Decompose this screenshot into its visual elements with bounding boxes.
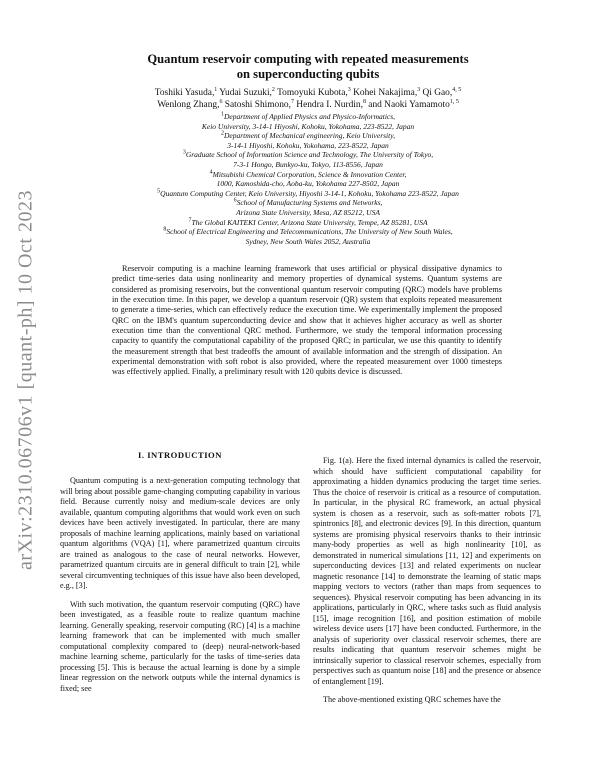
title-line-1: Quantum reservoir computing with repeated measurements (147, 52, 469, 66)
affiliation-line: $^2$Department of Mechanical engineering, Keio University, (220, 130, 395, 141)
arxiv-identifier[interactable]: arXiv:2310.06706v1 [quant-ph] 10 Oct 2023 (14, 190, 37, 570)
affiliation-line: 7-3-1 Hongo, Bunkyo-ku, Tokyo, 113-8556, Japan (233, 159, 383, 169)
author-list (80, 88, 536, 111)
affiliation-line: $^1$Department of Applied Physics and Physico-Informatics, (220, 111, 396, 121)
affiliations (70, 112, 546, 246)
paragraph: With such motivation, the quantum reservoir computing (QRC) have been investigated, as a feasible route to realize quantum machine learning. Generally speaking, reservoir computing (RC) [4] is a machine learning framework that can be implemented with much smaller computational complexity compared to (deep) neural-network-based machine learning scheme, particularly for the tasks of time-series data processing [5]. This is because the actual learning is done by a simple linear regression on the network outputs while the internal dynamics is fixed; see (60, 599, 300, 693)
paper-title (80, 52, 536, 82)
affiliation-line: Sydney, New South Wales 2052, Australia (245, 236, 371, 246)
abstract: Reservoir computing is a machine learning framework that uses artificial or physical dissipative dynamics to predict time-series data using nonlinearity and memory properties of dynamical systems. Quantum systems are considered as promising reservoirs, but the conventional quantum reservoir computing (QRC) models have problems in the execution time. In this paper, we develop a quantum reservoir (QR) system that exploits repeated measurement to generate a time-series, which can effectively reduce the execution time. We experimentally implement the proposed QRC on the IBM's quantum superconducting device and show that it achieves higher accuracy as well as shorter execution time than the conventional QRC method. Furthermore, we study the temporal information processing capacity to quantify the computational capability of the proposed QRC; in particular, we use this quantity to identify the measurement strength that best tradeoffs the amount of available information and the strength of dissipation. An experimental demonstration with soft robot is also provided, where the repeated measurement over 1000 timesteps was effectively applied. Finally, a preliminary result with 120 qubits device is discussed. (112, 264, 502, 377)
author-line-1: Toshiki Yasuda,$^1$ Yudai Suzuki,$^2$ Tomoyuki Kubota,$^3$ Kohei Nakajima,$^3$ Qi Gao,$^{4, 5}$ (154, 86, 462, 98)
left-column (60, 476, 300, 694)
affiliation-line: $^6$School of Manufacturing Systems and Networks, (233, 197, 383, 208)
affiliation-line: $^5$Quantum Computing Center, Keio University, Hiyoshi 3-14-1, Kohoku, Yokohama 223-8522, Japan (157, 188, 459, 198)
affiliation-line: $^8$School of Electrical Engineering and Telecommunications, The University of New South Wales, (163, 226, 453, 237)
paragraph: The above-mentioned existing QRC schemes have the (323, 695, 501, 704)
right-column (313, 456, 541, 706)
paragraph: Fig. 1(a). Here the fixed internal dynamics is called the reservoir, which should have sufficient computational capability for approximating a hidden dynamics producing the target time series. Thus the choice of reservoir is critical as a resource of computation. In particular, in the physical RC framework, an actual physical system is chosen as a reservoir, such as soft-matter robots [7], spintronics [8], and electronic devices [9]. In this direction, quantum systems are promising physical reservoirs thanks to their intrinsic many-body properties as well as high nonlinearity [10], as demonstrated in numerical simulations [11, 12] and experiments on superconducting devices [13] and related experiments on nuclear magnetic resonance [14] to demonstrate the learning of static maps mapping vectors to vectors (rather than maps from sequences to sequences). Physical reservoir computing has been advancing in its applications, particularly in QRC, where tasks such as fluid analysis [15], image recognition [16], and position estimation of mobile wireless device users [17] have been conducted. Furthermore, in the analysis of superiority over classical reservoir schemes, there are results indicating that quantum reservoir schemes might be intrinsically superior to classical reservoir schemes, especially from perspectives such as quantum noise [18] and the presence or absence of entanglement [19]. (313, 456, 541, 686)
arxiv-sidebar (14, 170, 38, 590)
affiliation-line: Keio University, 3-14-1 Hiyoshi, Kohoku, Yokohama, 223-8522, Japan (201, 121, 415, 131)
title-line-2: on superconducting qubits (236, 67, 380, 81)
affiliation-line: $^3$Graduate School of Information Science and Technology, The University of Tokyo, (182, 149, 434, 160)
paragraph: Quantum computing is a next-generation computing technology that will bring about possible game-changing computing capability in various field. Because currently noisy and medium-scale devices are only available, quantum computing algorithms that would work even on such devices have been actively investigated. In particular, there are many proposals of machine learning applications, mainly based on variational quantum algorithms (VQA) [1], where parametrized quantum circuits are trained as analogous to the case of neural networks. However, parametrized quantum circuits are in general difficult to train [2], while several circumventing techniques of this issue have also been developed, e.g., [3]. (60, 476, 300, 590)
affiliation-line: 1000, Kamoshida-cho, Aoba-ku, Yokohama 227-8502, Japan (216, 179, 400, 189)
affiliation-line: Arizona State University, Mesa, AZ 85212, USA (236, 207, 380, 217)
affiliation-line: $^7$The Global KAITEKI Center, Arizona State University, Tempe, AZ 85281, USA (188, 217, 428, 227)
affiliation-line: 3-14-1 Hiyoshi, Kohoku, Yokohama, 223-8522, Japan (227, 140, 389, 150)
author-line-2: Wenlong Zhang,$^6$ Satoshi Shimono,$^7$ Hendra I. Nurdin,$^8$ and Naoki Yamamoto$^{1, 5}$ (157, 98, 459, 110)
affiliation-line: $^4$Mitsubishi Chemical Corporation, Science & Innovation Center, (209, 169, 407, 179)
section-heading-introduction: I. INTRODUCTION (138, 450, 222, 460)
